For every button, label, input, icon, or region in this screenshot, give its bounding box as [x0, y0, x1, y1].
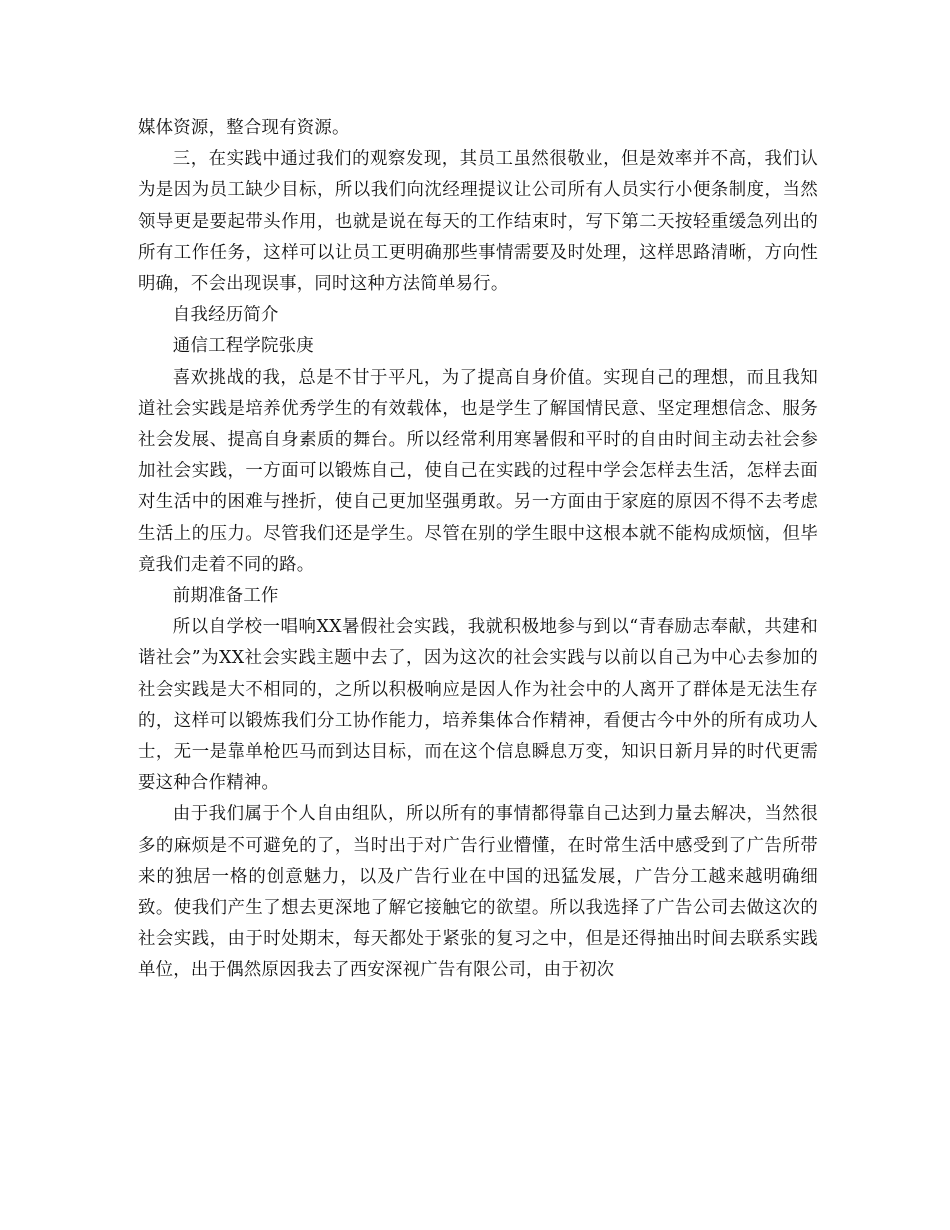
paragraph-7: 所以自学校一唱响XX暑假社会实践，我就积极地参与到以“青春励志奉献，共建和谐社会”为XX社会实践主题中去了，因为这次的社会实践与以前以自己为中心去参加的社会实践是大不相同的，之所以积极响应是因人作为社会中的人离开了群体是无法生存的，这样可以锻炼我们分工协作能力，培养集体合作精神，看便古今中外的所有成功人士，无一是靠单枪匹马而到达目标，而在这个信息瞬息万变，知识日新月异的时代更需要这种合作精神。: [138, 617, 818, 794]
section-heading-self-intro: 自我经历简介: [172, 305, 279, 326]
paragraph-1: 媒体资源，整合现有资源。: [138, 118, 350, 138]
paragraph-2: 三，在实践中通过我们的观察发现，其员工虽然很敬业，但是效率并不高，我们认为是因为员工缺少目标，所以我们向沈经理提议让公司所有人员实行小便条制度，当然领导更是要起带头作用，也就是说在每天的工作结束时，写下第二天按轻重缓急列出的所有工作任务，这样可以让员工更明确那些事情需要及时处理，这样思路清晰，方向性明确，不会出现误事，同时这种方法简单易行。: [138, 149, 818, 295]
paragraph-5: 喜欢挑战的我，总是不甘于平凡，为了提高自身价值。实现自己的理想，而且我知道社会实践是培养优秀学生的有效载体，也是学生了解国情民意、坚定理想信念、服务社会发展、提高自身素质的舞台。所以经常利用寒暑假和平时的自由时间主动去社会参加社会实践，一方面可以锻炼自己，使自己在实践的过程中学会怎样去生活，怎样去面对生活中的困难与挫折，使自己更加坚强勇敢。另一方面由于家庭的原因不得不去考虑生活上的压力。尽管我们还是学生。尽管在别的学生眼中这根本就不能构成烦恼，但毕竟我们走着不同的路。: [138, 367, 818, 575]
paragraph-8: 由于我们属于个人自由组队，所以所有的事情都得靠自己达到力量去解决，当然很多的麻烦是不可避免的了，当时出于对广告行业懵懂，在时常生活中感受到了广告所带来的独居一格的创意魅力，以及广告行业在中国的迅猛发展，广告分工越来越明确细致。使我们产生了想去更深地了解它接触它的欲望。所以我选择了广告公司去做这次的社会实践，由于时处期末，每天都处于紧张的复习之中，但是还得抽出时间去联系实践单位，出于偶然原因我去了西安深视广告有限公司，由于初次: [138, 804, 818, 981]
section-heading-preparation: 前期准备工作: [172, 586, 279, 607]
document-body: [138, 113, 818, 987]
author-line: 通信工程学院张庚: [172, 336, 314, 357]
